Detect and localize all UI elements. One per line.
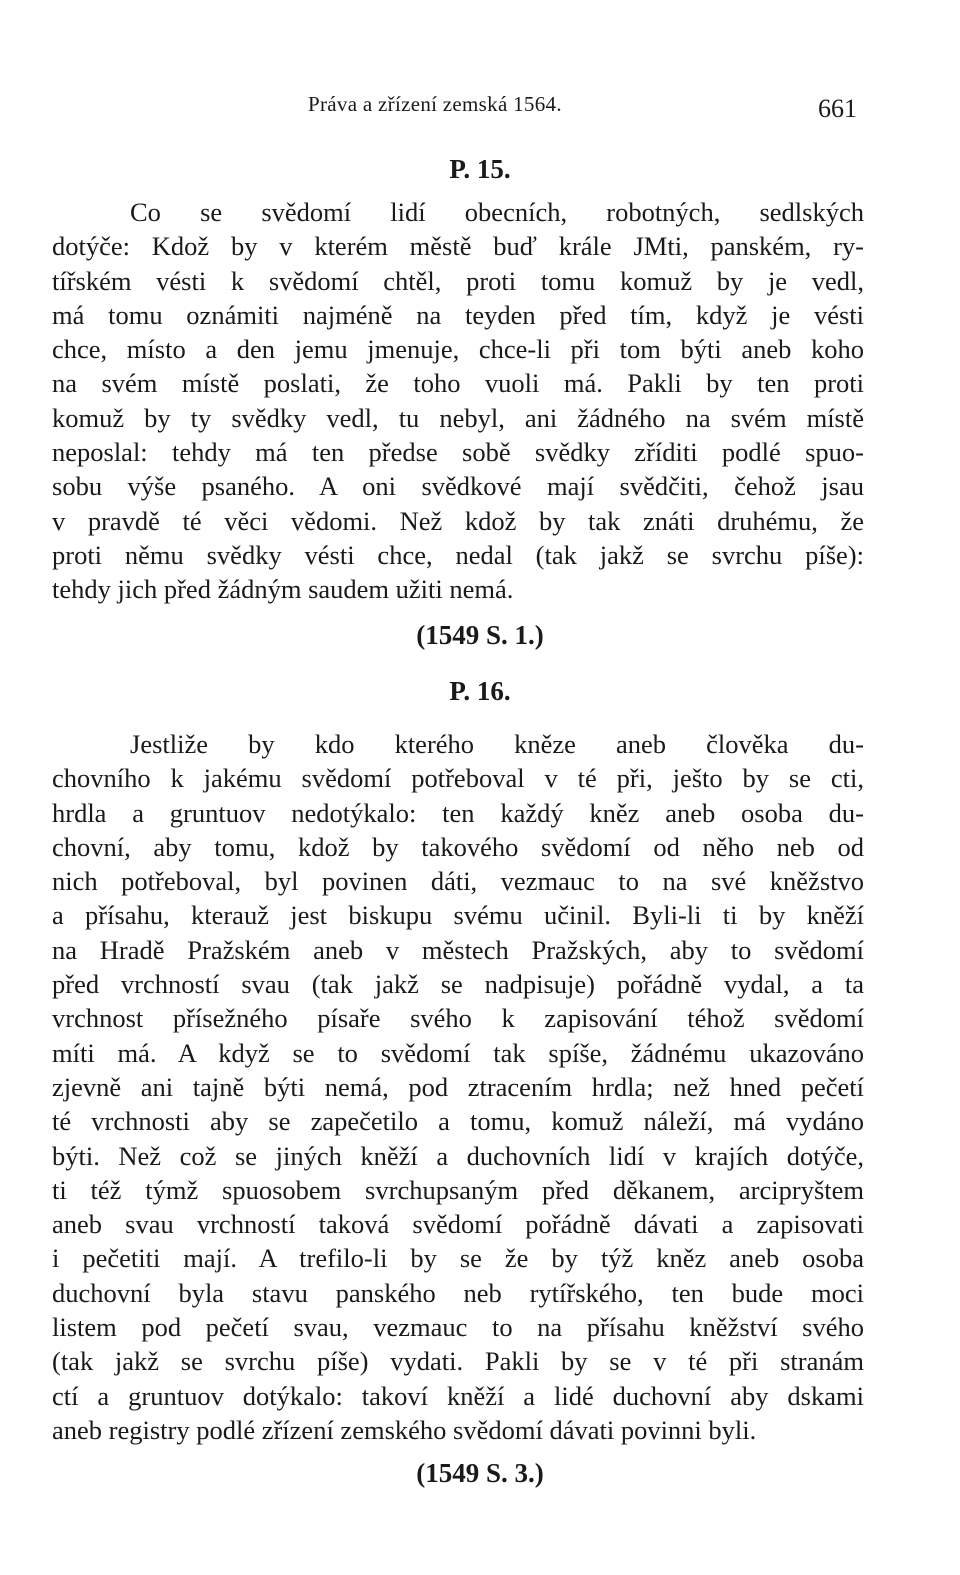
text-line: v pravdě té věci vědomi. Než kdož by tak znáti druhému, že bbox=[52, 505, 864, 536]
text-line: aneb svau vrchností taková svědomí pořádně dávati a zapisovati bbox=[52, 1209, 864, 1240]
text-line: dotýče: Kdož by v kterém městě buď krále JMti, panském, ry- bbox=[52, 231, 864, 262]
text-line: aneb registry podlé zřízení zemského svědomí dávati povinni byli. bbox=[52, 1414, 757, 1445]
text-line: býti. Než což se jiných kněží a duchovních lidí v krajích dotýče, bbox=[52, 1140, 864, 1171]
text-line: neposlal: tehdy má ten předse sobě svědky zříditi podlé spuo- bbox=[52, 437, 864, 468]
section-heading-p16: P. 16. bbox=[449, 676, 511, 706]
text-line: zjevně ani tajně býti nemá, pod ztracením hrdla; než hned pečetí bbox=[52, 1071, 864, 1102]
text-line: a přísahu, kterauž jest biskupu svému učinil. Byli-li ti by kněží bbox=[52, 900, 864, 931]
text-line: komuž by ty svědky vedl, tu nebyl, ani žádného na svém místě bbox=[52, 402, 864, 433]
text-line: tehdy jich před žádným saudem užiti nemá. bbox=[52, 574, 514, 605]
section-body-p16 bbox=[52, 727, 864, 1447]
text-line: nich potřeboval, byl povinen dáti, vezmauc to na své kněžstvo bbox=[52, 866, 864, 897]
text-line: proti němu svědky vésti chce, nedal (tak jakž se svrchu píše): bbox=[52, 539, 864, 570]
text-line: duchovní byla stavu panského neb rytířského, ten bude moci bbox=[52, 1277, 864, 1308]
text-line: listem pod pečetí svau, vezmauc to na přísahu kněžství svého bbox=[52, 1312, 864, 1343]
text-line: před vrchností svau (tak jakž se nadpisuje) pořádně vydal, a ta bbox=[52, 969, 864, 1000]
text-line: míti má. A když se to svědomí tak spíše, žádnému ukazováno bbox=[52, 1037, 864, 1068]
text-line: ctí a gruntuov dotýkalo: takoví kněží a lidé duchovní aby dskami bbox=[52, 1380, 864, 1411]
section-heading-p15: P. 15. bbox=[449, 154, 511, 184]
page-number: 661 bbox=[818, 94, 857, 123]
text-line: chce, místo a den jemu jmenuje, chce-li při tom býti aneb koho bbox=[52, 334, 864, 365]
citation-p16: (1549 S. 3.) bbox=[416, 1458, 544, 1488]
text-line: té vrchnosti aby se zapečetilo a tomu, komuž náleží, má vydáno bbox=[52, 1106, 864, 1137]
text-line: i pečetiti mají. A trefilo-li by se že by týž kněz aneb osoba bbox=[52, 1243, 864, 1274]
text-line: tířském vésti k svědomí chtěl, proti tomu komuž by je vedl, bbox=[52, 265, 864, 296]
text-line: hrdla a gruntuov nedotýkalo: ten každý kněz aneb osoba du- bbox=[52, 797, 864, 828]
text-line: sobu výše psaného. A oni svědkové mají svědčiti, čehož jsau bbox=[52, 471, 864, 502]
text-line: Jestliže by kdo kterého kněze aneb člověka du- bbox=[130, 729, 864, 759]
text-line: na Hradě Pražském aneb v městech Pražských, aby to svědomí bbox=[52, 934, 864, 965]
text-line: ti též týmž spuosobem svrchupsaným před děkanem, arcipryštem bbox=[52, 1174, 864, 1205]
text-line: chovního k jakému svědomí potřeboval v té při, ješto by se cti, bbox=[52, 763, 864, 794]
section-body-p15 bbox=[52, 195, 864, 607]
text-line: vrchnost přísežného písaře svého k zapisování téhož svědomí bbox=[52, 1003, 864, 1034]
text-line: (tak jakž se svrchu píše) vydati. Pakli by se v té při stranám bbox=[52, 1346, 864, 1377]
running-title: Práva a zřízení zemská 1564. bbox=[308, 92, 562, 116]
text-line: na svém místě poslati, že toho vuoli má. Pakli by ten proti bbox=[52, 368, 864, 399]
text-line: chovní, aby tomu, kdož by takového svědomí od něho neb od bbox=[52, 831, 864, 862]
running-header bbox=[0, 84, 960, 124]
text-line: má tomu oznámiti najméně na teyden před tím, když je vésti bbox=[52, 299, 864, 330]
text-line: Co se svědomí lidí obecních, robotných, sedlských bbox=[130, 197, 864, 227]
citation-p15: (1549 S. 1.) bbox=[416, 620, 544, 650]
